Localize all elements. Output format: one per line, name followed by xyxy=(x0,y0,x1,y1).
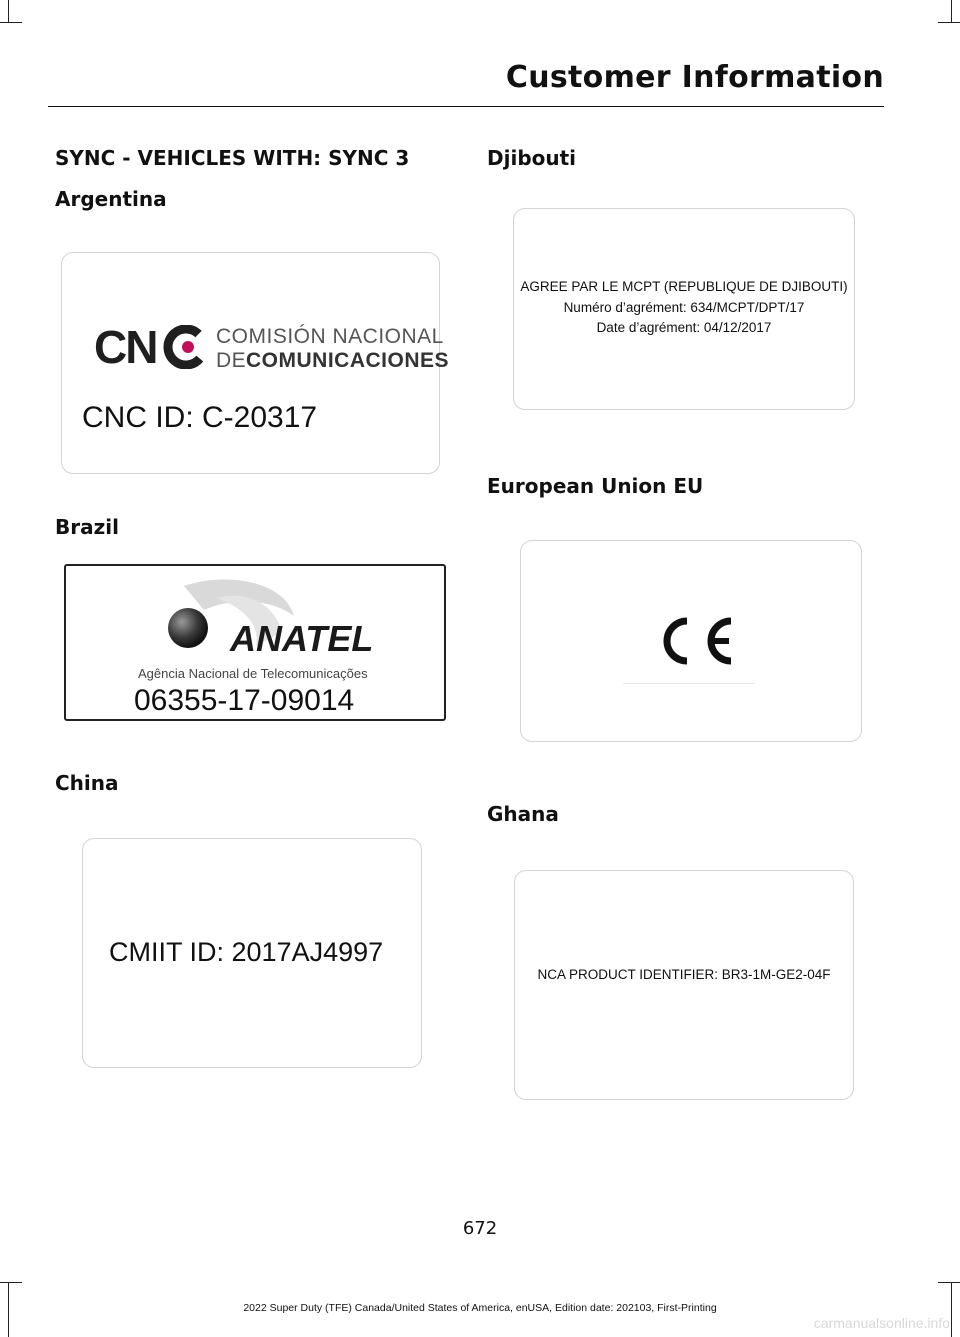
djibouti-label xyxy=(513,208,855,410)
argentina-label xyxy=(61,252,450,474)
page-number: 672 xyxy=(462,1218,498,1239)
section-heading-sync3: SYNC - VEHICLES WITH: SYNC 3 xyxy=(55,146,410,170)
crop-mark-bottom-left-h xyxy=(0,1282,22,1283)
ghana-id-text: NCA PRODUCT IDENTIFIER: BR3-1M-GE2-04F xyxy=(537,967,831,982)
djibouti-line3: Date d’agrément: 04/12/2017 xyxy=(596,320,772,335)
cmiit-id-text: CMIIT ID: 2017AJ4997 xyxy=(109,937,384,967)
ghana-label xyxy=(514,870,854,1100)
edition-footer: 2022 Super Duty (TFE) Canada/United States of America, enUSA, Edition date: 202103, First-Printing xyxy=(243,1302,717,1314)
crop-mark-top-right-v xyxy=(951,0,952,22)
header-divider xyxy=(48,106,884,107)
heading-china: China xyxy=(55,771,119,795)
crop-mark-top-left-v xyxy=(8,0,9,22)
anatel-logo-text: ANATEL xyxy=(230,618,374,659)
svg-text:CN: CN xyxy=(94,325,157,369)
djibouti-line1: AGREE PAR LE MCPT (REPUBLIQUE DE DJIBOUTI) xyxy=(520,279,848,294)
heading-argentina: Argentina xyxy=(55,187,167,211)
cnc-id-text: CNC ID: C-20317 xyxy=(82,401,318,434)
cnc-agency-line1: COMISIÓN NACIONAL xyxy=(216,325,444,348)
heading-ghana: Ghana xyxy=(487,802,559,826)
site-watermark: carmanualsonline.info xyxy=(813,1315,950,1331)
crop-mark-bottom-right-h xyxy=(938,1282,960,1283)
heading-brazil: Brazil xyxy=(55,515,119,539)
ce-mark-icon xyxy=(651,615,737,671)
page-title: Customer Information xyxy=(505,60,884,95)
crop-mark-top-left-h xyxy=(0,22,22,23)
anatel-agency-name: Agência Nacional de Telecomunicações xyxy=(138,666,368,681)
eu-label xyxy=(520,540,862,742)
cnc-agency-line2: COMUNICACIONES xyxy=(246,349,450,372)
cnc-logo xyxy=(94,325,206,373)
heading-djibouti: Djibouti xyxy=(487,146,577,170)
heading-eu: European Union EU xyxy=(487,474,704,498)
djibouti-line2: Numéro d’agrément: 634/MCPT/DPT/17 xyxy=(563,300,805,315)
china-label xyxy=(82,838,422,1068)
cnc-agency-line2-prefix: DE xyxy=(216,349,247,372)
brazil-label xyxy=(64,564,446,721)
anatel-id-text: 06355-17-09014 xyxy=(134,684,355,717)
crop-mark-top-right-h xyxy=(938,22,960,23)
ce-mark-text xyxy=(521,541,522,542)
ce-mark-underline xyxy=(623,683,755,684)
